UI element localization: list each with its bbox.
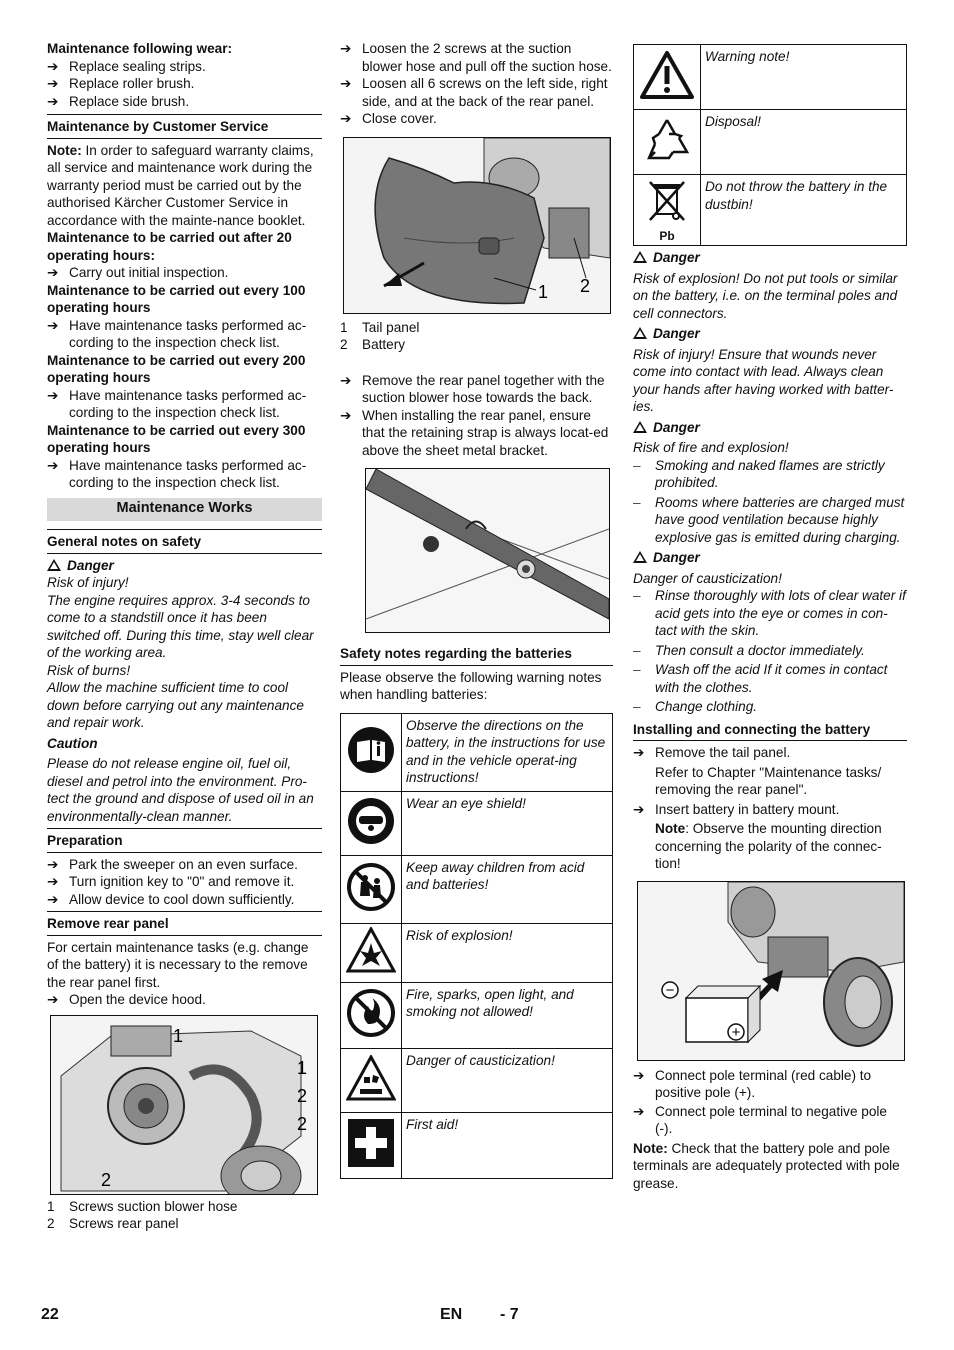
page-number: 22: [41, 1306, 59, 1323]
column-left: [47, 40, 322, 1233]
step: ➔ Close cover.: [340, 111, 437, 126]
danger-label: Danger: [633, 325, 907, 343]
danger-line: Risk of injury!: [47, 575, 129, 590]
danger-label: Danger: [633, 549, 907, 567]
engine-illustration: [51, 1016, 317, 1194]
danger-text: Danger of causticization!: [633, 570, 782, 586]
symbol-text: Danger of causticization!: [402, 1048, 613, 1112]
connect-step: ➔ Connect pole terminal (red cable) to positive pole (+).: [633, 1067, 872, 1100]
danger-label: Danger: [47, 557, 322, 575]
language-code: EN: [440, 1306, 463, 1323]
eye-shield-icon: [341, 791, 402, 855]
wear-heading: Maintenance following wear:: [47, 41, 233, 56]
step: ➔ Loosen all 6 screws on the left side, right side, and at the back of the rear panel.: [340, 76, 608, 109]
wear-step: ➔ Replace roller brush.: [47, 76, 195, 91]
tail-panel-illustration: [344, 138, 610, 313]
section-banner: Maintenance Works: [47, 498, 322, 522]
step-100h: ➔ Have maintenance tasks performed ac-cording to the inspection check list.: [47, 317, 307, 350]
danger-text: Risk of injury! Ensure that wounds never come into contact with lead. Always clean your hands after having worked with batter-ies.: [633, 346, 894, 414]
table-row: [341, 855, 613, 923]
callout: 2: [580, 275, 591, 296]
final-note: Note: Check that the battery pole and pole terminals are adequately protected with pole grease.: [633, 1140, 900, 1191]
step: ➔ Remove the rear panel together with the suction blower hose towards the back.: [340, 372, 605, 405]
caustic-icon: [341, 1048, 402, 1112]
table-row: [341, 1112, 613, 1178]
symbol-text: Observe the directions on the battery, in the instructions for use and in the vehicle operat-ing instructions!: [402, 713, 613, 791]
danger-text: Risk of explosion! Do not put tools or similar on the battery, i.e. on the terminal poles and cell connectors.: [633, 270, 898, 321]
no-dustbin-icon: [634, 175, 701, 246]
wear-step: ➔ Replace side brush.: [47, 93, 190, 109]
battery-symbols-table: [340, 713, 613, 1179]
symbol-text: Risk of explosion!: [402, 923, 613, 982]
figure-battery-insert: [637, 881, 905, 1061]
prep-step: ➔ Turn ignition key to "0" and remove it.: [47, 874, 295, 889]
preparation-heading: Preparation: [47, 828, 322, 853]
table-row: [341, 982, 613, 1048]
recycle-icon: [634, 110, 701, 175]
symbol-text: Disposal!: [701, 110, 907, 175]
warning-triangle-icon: [633, 551, 647, 563]
column-middle: [340, 40, 613, 1179]
figure-legend: [340, 319, 613, 354]
plus-label: +: [731, 1023, 741, 1041]
caution-text: Please do not release engine oil, fuel oil, diesel and petrol into the environment. Pro-tect the ground and dispose of used oil in an environmentally-clean manner.: [47, 756, 314, 824]
figure-retaining-strap: [365, 468, 610, 633]
disposal-symbols-table: [633, 44, 907, 246]
list-item: – Rinse thoroughly with lots of clear water if acid gets into the eye or comes in con-tact with the skin.: [633, 588, 906, 638]
danger-label: Danger: [633, 419, 907, 437]
caution-label: Caution: [47, 735, 98, 751]
list-item: – Then consult a doctor immediately.: [633, 642, 865, 658]
section-page: - 7: [500, 1306, 519, 1323]
warning-triangle-icon: [47, 559, 61, 571]
symbol-text: Keep away children from acid and batteries!: [402, 855, 613, 923]
column-right: [633, 44, 907, 1192]
warning-triangle-icon: [633, 421, 647, 433]
callout: 2: [297, 1085, 308, 1106]
callout: 1: [297, 1057, 308, 1078]
remove-panel-step: ➔ Open the device hood.: [47, 992, 206, 1007]
list-item: – Smoking and naked flames are strictly prohibited.: [633, 457, 885, 490]
legend-item: 2 Battery: [340, 337, 406, 352]
warning-triangle-icon: [633, 251, 647, 263]
step: ➔ When installing the rear panel, ensure that the retaining strap is always locat-ed above the sheet metal bracket.: [340, 407, 609, 458]
figure-tail-panel: [343, 137, 611, 314]
symbol-text: Wear an eye shield!: [402, 791, 613, 855]
warning-triangle-icon: [633, 327, 647, 339]
table-row: [634, 110, 907, 175]
danger-line: The engine requires approx. 3-4 seconds to come to a standstill once it has been switched off. During this time, stay well clear of the working area.: [47, 592, 314, 660]
install-reference: Refer to Chapter "Maintenance tasks/ removing the rear panel".: [655, 764, 882, 797]
prep-step: ➔ Park the sweeper on an even surface.: [47, 856, 298, 872]
heading-200h: Maintenance to be carried out every 200 operating hours: [47, 352, 306, 385]
table-row: [634, 175, 907, 246]
install-note: Note: Observe the mounting direction concerning the polarity of the connec-tion!: [655, 821, 882, 871]
no-fire-icon: [341, 982, 402, 1048]
battery-safety-text: Please observe the following warning notes when handling batteries:: [340, 669, 602, 702]
step: ➔ Loosen the 2 screws at the suction blower hose and pull off the suction hose.: [340, 41, 612, 74]
no-children-icon: [341, 855, 402, 923]
table-row: [341, 791, 613, 855]
callout: 1: [538, 281, 549, 302]
table-row: [341, 713, 613, 791]
step-300h: ➔ Have maintenance tasks performed ac-cording to the inspection check list.: [47, 457, 307, 490]
wear-step: ➔ Replace sealing strips.: [47, 58, 206, 74]
safety-heading: General notes on safety: [47, 529, 322, 554]
battery-insert-illustration: [638, 882, 904, 1060]
customer-service-note: Note: In order to safeguard warranty claims, all service and maintenance work during the warranty period must be carried out by the authorised Kärcher Customer Service in accordance with the mainte-nance booklet.: [47, 142, 314, 228]
danger-text: Risk of fire and explosion!: [633, 440, 789, 455]
callout: 1: [173, 1025, 184, 1046]
connect-step: ➔ Connect pole terminal to negative pole (-).: [633, 1103, 887, 1136]
callout: 2: [101, 1169, 112, 1190]
prep-step: ➔ Allow device to cool down sufficiently.: [47, 891, 295, 907]
callout: 2: [297, 1113, 308, 1134]
manual-icon: [341, 713, 402, 791]
warning-icon: [634, 45, 701, 110]
table-row: [634, 45, 907, 110]
step-200h: ➔ Have maintenance tasks performed ac-cording to the inspection check list.: [47, 387, 307, 420]
install-battery-heading: Installing and connecting the battery: [633, 721, 907, 742]
list-item: – Rooms where batteries are charged must have good ventilation because highly explosive gas is emitted during charging.: [633, 494, 905, 545]
install-step: ➔ Remove the tail panel.: [633, 745, 791, 760]
figure-legend: [47, 1198, 322, 1233]
danger-line: Allow the machine sufficient time to cool down before carrying out any maintenance and repair work.: [47, 680, 304, 730]
table-row: [341, 1048, 613, 1112]
heading-20h: Maintenance to be carried out after 20 operating hours:: [47, 230, 292, 263]
minus-label: −: [665, 981, 675, 999]
battery-safety-heading: Safety notes regarding the batteries: [340, 645, 613, 666]
remove-panel-text: For certain maintenance tasks (e.g. change of the battery) it is necessary to the remove the rear panel first.: [47, 939, 309, 990]
strap-illustration: [366, 469, 609, 632]
figure-engine-compartment: [50, 1015, 318, 1195]
list-item: – Wash off the acid If it comes in contact with the clothes.: [633, 662, 888, 695]
remove-panel-heading: Remove rear panel: [47, 911, 322, 936]
install-step: ➔ Insert battery in battery mount.: [633, 801, 840, 817]
step-20h: ➔ Carry out initial inspection.: [47, 265, 229, 280]
pb-label: Pb: [659, 229, 675, 244]
list-item: – Change clothing.: [633, 699, 758, 714]
explosion-icon: [341, 923, 402, 982]
table-row: [341, 923, 613, 982]
first-aid-icon: [341, 1112, 402, 1178]
symbol-text: First aid!: [402, 1112, 613, 1178]
danger-label: Danger: [633, 249, 907, 267]
legend-item: 2 Screws rear panel: [47, 1216, 179, 1231]
heading-100h: Maintenance to be carried out every 100 operating hours: [47, 282, 306, 315]
symbol-text: Warning note!: [701, 45, 907, 110]
customer-service-heading: Maintenance by Customer Service: [47, 114, 322, 139]
heading-300h: Maintenance to be carried out every 300 operating hours: [47, 422, 306, 455]
symbol-text: Fire, sparks, open light, and smoking not allowed!: [402, 982, 613, 1048]
legend-item: 1 Screws suction blower hose: [47, 1198, 238, 1214]
legend-item: 1 Tail panel: [340, 319, 420, 335]
danger-line: Risk of burns!: [47, 662, 131, 678]
symbol-text: Do not throw the battery in the dustbin!: [701, 175, 907, 246]
